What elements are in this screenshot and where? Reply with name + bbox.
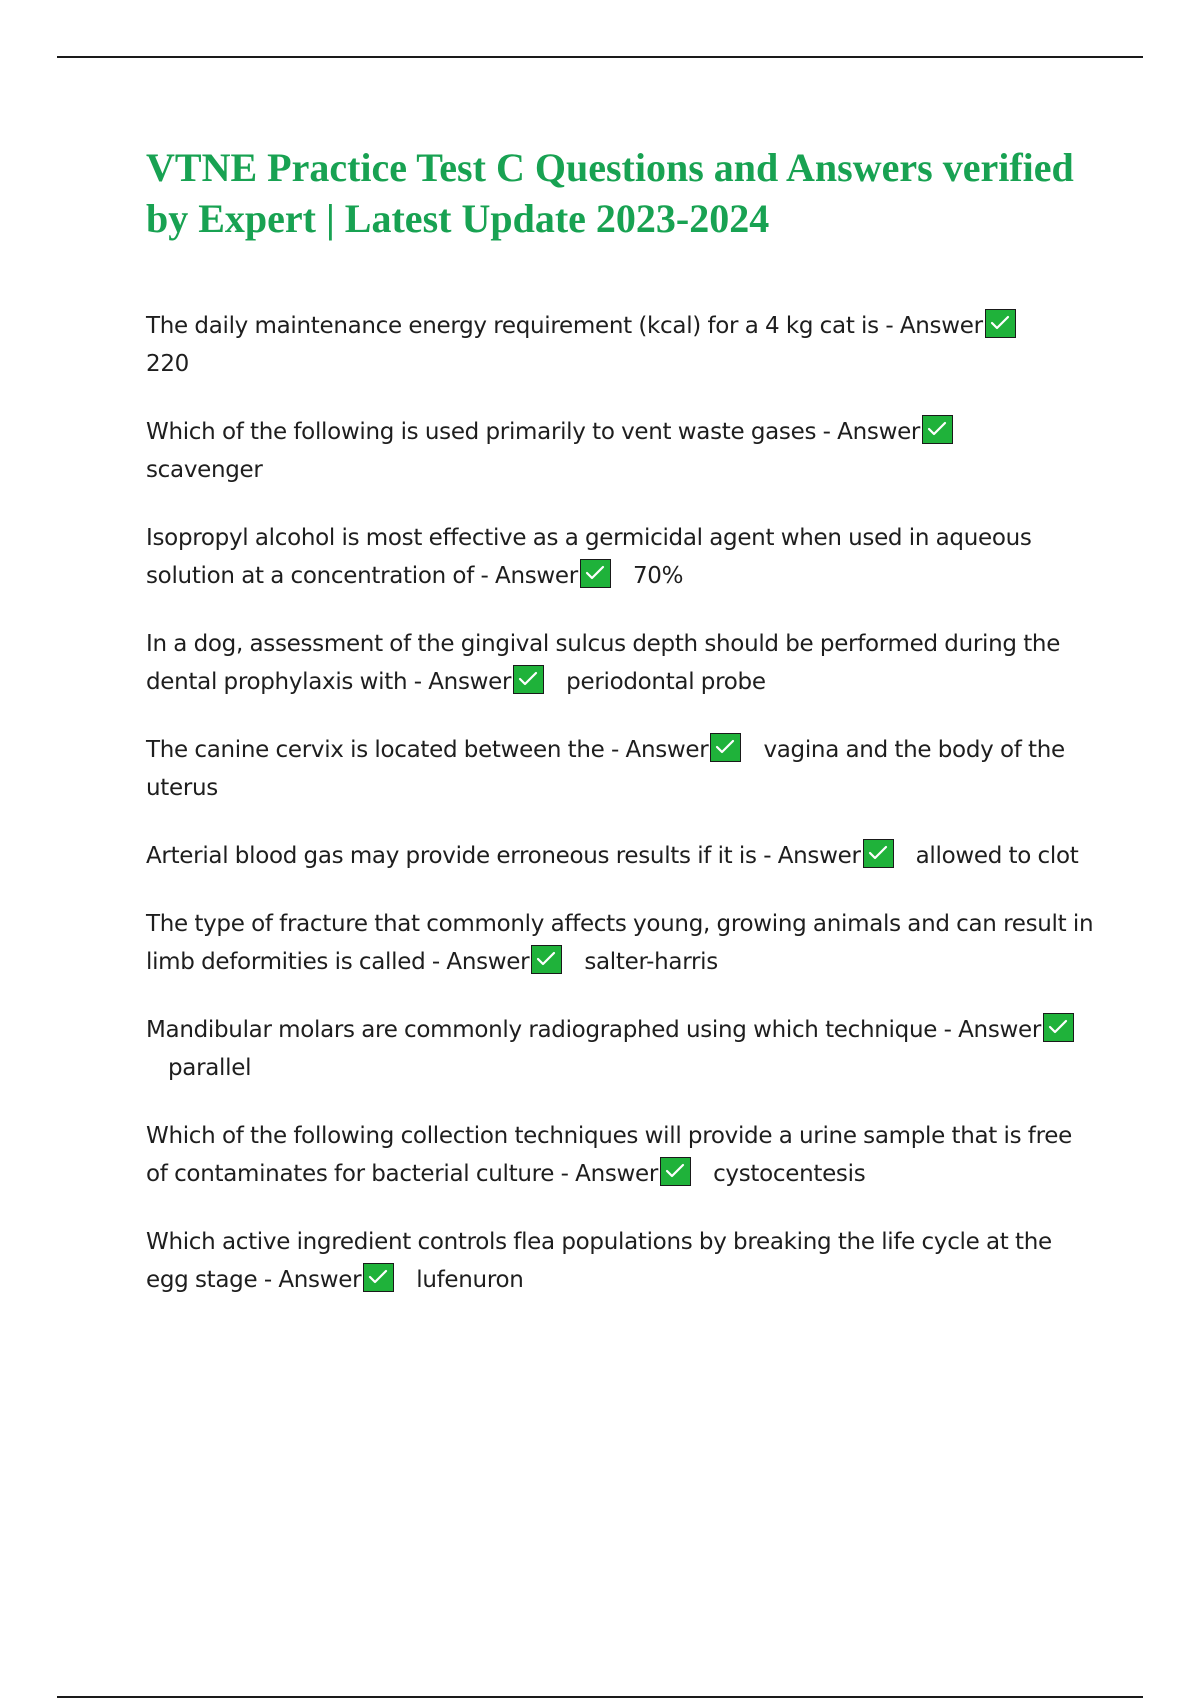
- question-text: The daily maintenance energy requirement (kcal) for a 4 kg cat is -: [146, 313, 900, 339]
- check-icon: [363, 1263, 394, 1292]
- answer-text: allowed to clot: [915, 843, 1079, 869]
- bottom-rule: [57, 1696, 1143, 1698]
- answer-label: Answer: [625, 737, 709, 763]
- question-text: Mandibular molars are commonly radiographed using which technique -: [146, 1017, 959, 1043]
- answer-label: Answer: [495, 563, 578, 589]
- answer-label: Answer: [575, 1161, 659, 1187]
- qa-item: [146, 519, 1096, 595]
- answer-label: Answer: [899, 313, 983, 339]
- qa-item: [146, 1117, 1096, 1193]
- answer-label: Answer: [428, 669, 512, 695]
- document-title: VTNE Practice Test C Questions and Answers verified by Expert | Latest Update 2023-2024: [146, 145, 1074, 241]
- qa-item: [146, 731, 1096, 807]
- top-rule: [57, 56, 1143, 58]
- qa-item: [146, 413, 1096, 489]
- question-text: Which of the following collection techniques will provide a urine sample that is free of contaminates for bacterial culture -: [146, 1123, 1072, 1187]
- question-text: Which of the following is used primarily to vent waste gases -: [146, 419, 838, 445]
- qa-item: [146, 837, 1096, 875]
- qa-item: [146, 1223, 1096, 1299]
- answer-label: Answer: [777, 843, 861, 869]
- answer-label: Answer: [837, 419, 921, 445]
- qa-list: [146, 307, 1096, 1329]
- answer-text: parallel: [168, 1055, 252, 1081]
- answer-text: cystocentesis: [713, 1161, 866, 1187]
- check-icon: [660, 1157, 691, 1186]
- question-text: The canine cervix is located between the -: [146, 737, 626, 763]
- check-icon: [922, 415, 953, 444]
- question-text: Which active ingredient controls flea populations by breaking the life cycle at the egg stage -: [146, 1229, 1052, 1293]
- answer-text: 70%: [632, 563, 684, 589]
- check-icon: [1043, 1013, 1074, 1042]
- answer-label: Answer: [958, 1017, 1042, 1043]
- question-text: Arterial blood gas may provide erroneous results if it is -: [146, 843, 778, 869]
- check-icon: [863, 839, 894, 868]
- check-icon: [985, 309, 1016, 338]
- question-text: Isopropyl alcohol is most effective as a germicidal agent when used in aqueous solution at a concentration of -: [146, 525, 1032, 589]
- question-text: The type of fracture that commonly affects young, growing animals and can result in limb deformities is called -: [146, 911, 1094, 975]
- answer-label: Answer: [446, 949, 530, 975]
- answer-text: scavenger: [146, 457, 263, 483]
- check-icon: [513, 665, 544, 694]
- qa-item: [146, 307, 1096, 383]
- answer-text: vagina and the body of the uterus: [146, 737, 1065, 801]
- check-icon: [580, 559, 611, 588]
- check-icon: [710, 733, 741, 762]
- qa-item: [146, 1011, 1096, 1087]
- check-icon: [531, 945, 562, 974]
- answer-text: 220: [146, 351, 189, 377]
- answer-label: Answer: [278, 1267, 362, 1293]
- qa-item: [146, 625, 1096, 701]
- answer-text: lufenuron: [416, 1267, 524, 1293]
- question-text: In a dog, assessment of the gingival sulcus depth should be performed during the dental prophylaxis with -: [146, 631, 1061, 695]
- qa-item: [146, 905, 1096, 981]
- answer-text: salter-harris: [584, 949, 718, 975]
- answer-text: periodontal probe: [566, 669, 766, 695]
